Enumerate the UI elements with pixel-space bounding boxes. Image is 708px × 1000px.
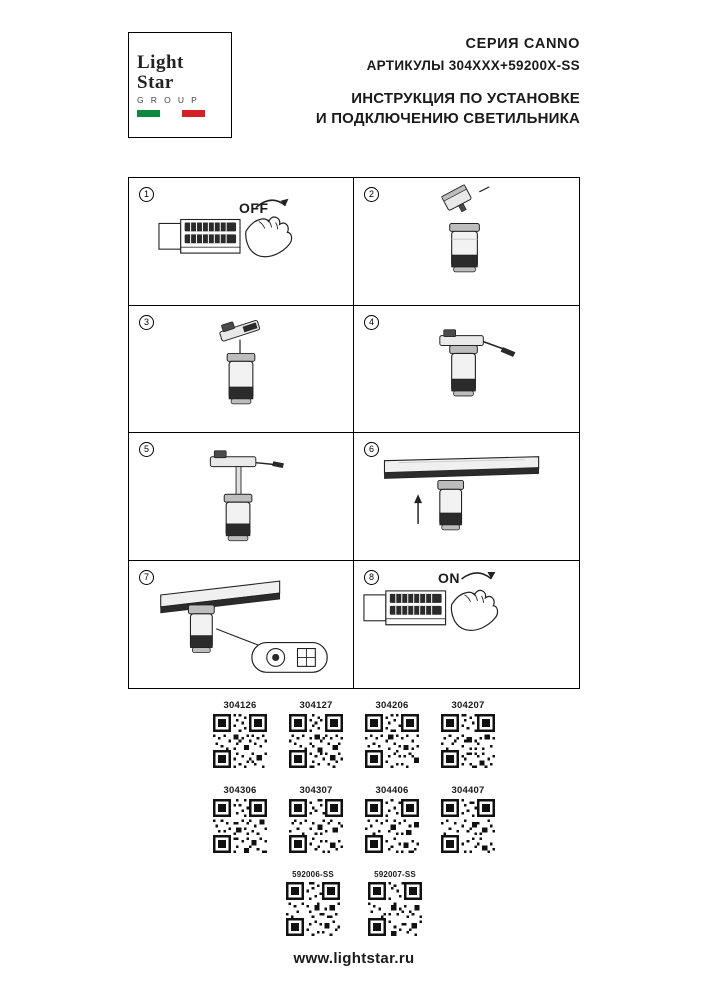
step-number-badge-5: 5 <box>139 442 154 457</box>
qr-item[interactable] <box>213 700 267 773</box>
document-title <box>316 89 580 130</box>
qr-item[interactable] <box>441 785 495 858</box>
step-6-illustration <box>354 433 579 560</box>
step-cell-3 <box>129 306 354 434</box>
step-cell-8 <box>354 561 579 689</box>
qr-item[interactable] <box>365 700 419 773</box>
document-title-line1: ИНСТРУКЦИЯ ПО УСТАНОВКЕ <box>351 90 580 107</box>
brand-logo <box>128 32 232 138</box>
qr-item[interactable] <box>289 785 343 858</box>
logo-text-group: G R O U P <box>137 95 200 106</box>
qr-label: 304407 <box>451 785 485 796</box>
step-3-illustration <box>129 306 353 433</box>
step-number-badge-1: 1 <box>139 187 154 202</box>
step-cell-6 <box>354 433 579 561</box>
qr-code-image[interactable] <box>213 714 267 768</box>
qr-row-2 <box>128 785 580 858</box>
step-number-badge-7: 7 <box>139 570 154 585</box>
step-1-word-off: OFF <box>239 200 269 216</box>
qr-label: 304307 <box>299 785 333 796</box>
qr-label: 592007-SS <box>374 870 416 879</box>
step-1-illustration <box>129 178 353 305</box>
qr-label: 304207 <box>451 700 485 711</box>
qr-item[interactable] <box>286 870 340 941</box>
step-number-badge-6: 6 <box>364 442 379 457</box>
qr-label: 304206 <box>375 700 409 711</box>
instruction-steps-grid <box>128 177 580 689</box>
articles-label: АРТИКУЛЫ 304XXX+59200X-SS <box>366 58 580 73</box>
qr-code-image[interactable] <box>289 799 343 853</box>
step-number-badge-3: 3 <box>139 315 154 330</box>
step-number-badge-2: 2 <box>364 187 379 202</box>
series-label: СЕРИЯ CANNO <box>465 36 580 52</box>
qr-label: 304126 <box>223 700 257 711</box>
qr-label: 304127 <box>299 700 333 711</box>
qr-label: 304406 <box>375 785 409 796</box>
document-header <box>128 32 580 150</box>
qr-code-image[interactable] <box>365 799 419 853</box>
step-number-badge-8: 8 <box>364 570 379 585</box>
footer-website-url[interactable]: www.lightstar.ru <box>293 950 415 967</box>
qr-label: 592006-SS <box>292 870 334 879</box>
step-cell-1 <box>129 178 354 306</box>
qr-item[interactable] <box>365 785 419 858</box>
logo-text-line2: Star <box>137 71 174 93</box>
logo-text-line1: Light <box>137 51 184 73</box>
step-8-word-on: ON <box>438 569 460 586</box>
qr-row-1 <box>128 700 580 773</box>
qr-item[interactable] <box>289 700 343 773</box>
step-cell-5 <box>129 433 354 561</box>
step-8-illustration <box>354 561 579 689</box>
document-title-line2: И ПОДКЛЮЧЕНИЮ СВЕТИЛЬНИКА <box>315 110 580 128</box>
step-number-badge-4: 4 <box>364 315 379 330</box>
header-text-block <box>232 32 580 150</box>
step-4-illustration <box>354 306 579 433</box>
qr-item[interactable] <box>213 785 267 858</box>
qr-label: 304306 <box>223 785 257 796</box>
step-cell-4 <box>354 306 579 434</box>
qr-code-image[interactable] <box>441 714 495 768</box>
qr-code-image[interactable] <box>368 882 422 936</box>
qr-code-section <box>128 700 580 953</box>
qr-code-image[interactable] <box>286 882 340 936</box>
qr-item[interactable] <box>368 870 422 941</box>
qr-code-image[interactable] <box>213 799 267 853</box>
step-2-illustration <box>354 178 579 305</box>
qr-code-image[interactable] <box>365 714 419 768</box>
qr-code-image[interactable] <box>289 714 343 768</box>
qr-item[interactable] <box>441 700 495 773</box>
step-7-illustration <box>129 561 353 689</box>
step-5-illustration <box>129 433 353 560</box>
step-cell-7 <box>129 561 354 689</box>
italy-flag-icon <box>137 110 205 117</box>
step-cell-2 <box>354 178 579 306</box>
qr-code-image[interactable] <box>441 799 495 853</box>
qr-row-3 <box>128 870 580 941</box>
